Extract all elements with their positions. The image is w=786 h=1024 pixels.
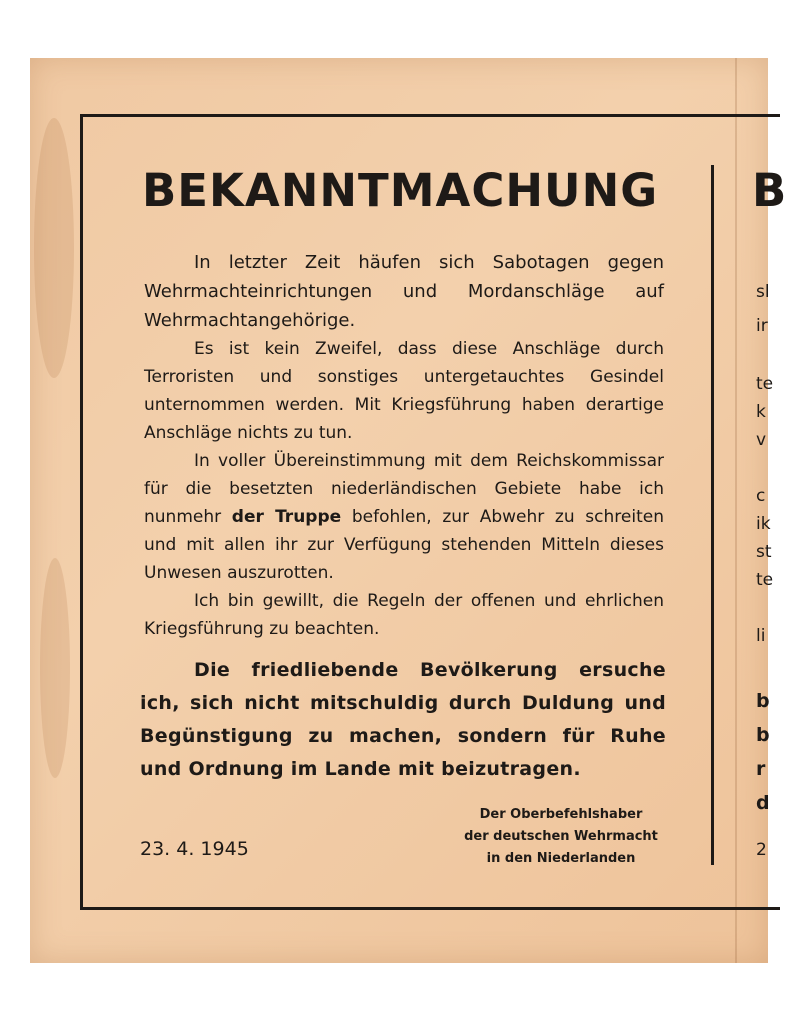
adjacent-text-fragment: st [756, 542, 772, 562]
paragraph-2: Es ist kein Zweifel, dass diese Anschläge durch Terroristen und sonstiges untergetauchtes Gesindel unternommen werden. Mit Kriegsführung haben derartige Anschläge nichts zu tun. [144, 339, 664, 443]
adjacent-text-fragment: te [756, 570, 774, 590]
adjacent-text-fragment: r [756, 758, 766, 780]
adjacent-text-fragment: k [756, 402, 766, 422]
signature-line-2: der deutschen Wehrmacht [464, 829, 658, 844]
panel-divider [711, 165, 714, 865]
signature-block [446, 804, 676, 870]
paragraph-4: Ich bin gewillt, die Regeln der offenen und ehrlichen Kriegsführung zu beachten. [144, 591, 664, 639]
closing-appeal: Die friedliebende Bevölkerung ersuche ich, sich nicht mitschuldig durch Duldung und Begünstigung zu machen, sondern für Ruhe und Ordnung im Lande mit beizutragen. [140, 659, 666, 780]
adjacent-title-fragment: B [752, 164, 786, 217]
paragraph-3 [144, 447, 664, 587]
adjacent-text-fragment: 2 [756, 840, 767, 860]
adjacent-text-fragment: sl [756, 282, 770, 302]
signature-line-3: in den Niederlanden [486, 851, 636, 866]
adjacent-text-fragment: ik [756, 514, 771, 534]
adjacent-text-fragment: b [756, 690, 770, 712]
adjacent-text-fragment: v [756, 430, 767, 450]
adjacent-text-fragment: li [756, 626, 766, 646]
paragraph-3-end: befohlen, zur Abwehr zu schreiten und mit allen ihr zur Verfügung stehenden Mitteln dieses Unwesen auszurotten. [144, 507, 664, 583]
notice-date: 23. 4. 1945 [140, 838, 249, 860]
adjacent-text-fragment: d [756, 792, 770, 814]
adjacent-text-fragment: c [756, 486, 766, 506]
adjacent-text-fragment: b [756, 724, 770, 746]
paragraph-3-emphasis: der Truppe [231, 507, 342, 527]
paragraph-1: In letzter Zeit häufen sich Sabotagen gegen Wehrmachteinrichtungen und Mordanschläge auf Wehrmachtangehörige. [144, 252, 664, 331]
paragraph-3-start: In voller Übereinstimmung mit dem Reichskommissar für die besetzten niederländischen Gebiete habe ich nunmehr [144, 451, 664, 527]
notice-title: BEKANNTMACHUNG [142, 164, 659, 217]
adjacent-panel-fragment [740, 160, 786, 900]
paper-stain [40, 558, 70, 778]
adjacent-text-fragment: ir [756, 316, 768, 336]
adjacent-text-fragment: te [756, 374, 774, 394]
signature-line-1: Der Oberbefehlshaber [479, 807, 643, 822]
notice-body [144, 248, 664, 643]
paper-stain [34, 118, 74, 378]
